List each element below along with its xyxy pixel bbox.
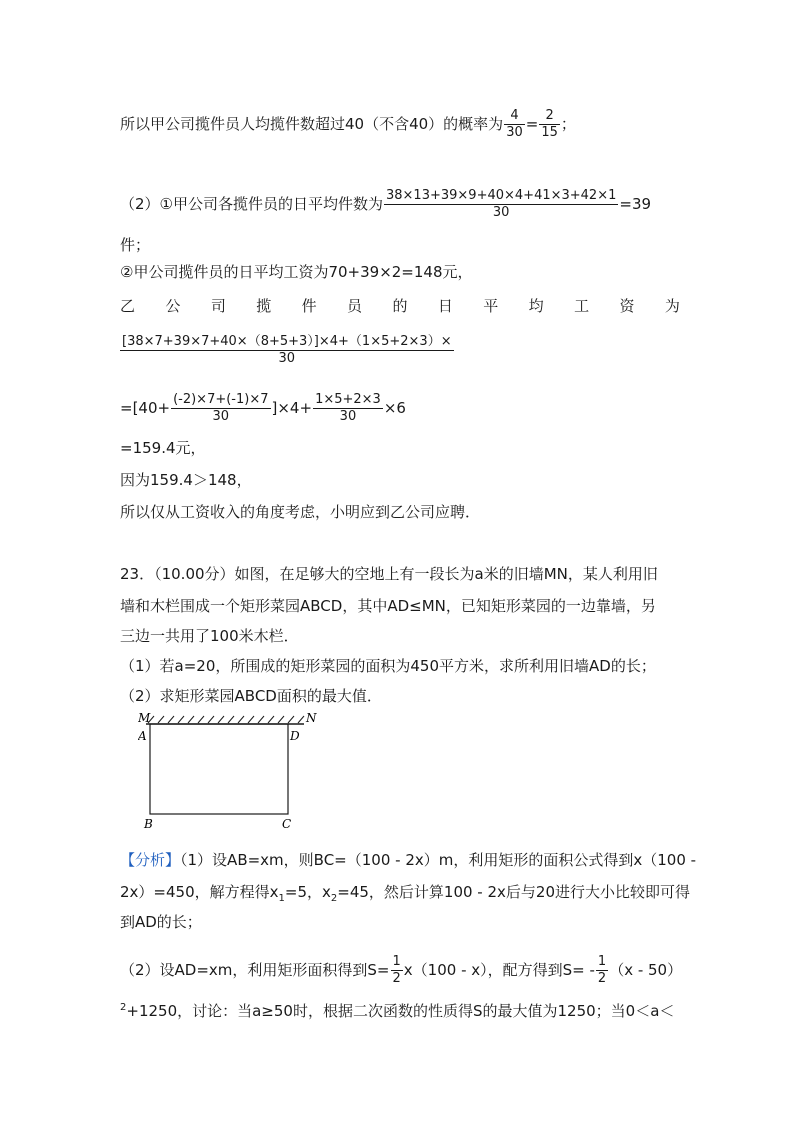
label-m: M — [138, 712, 151, 725]
label-c: C — [282, 817, 292, 831]
analysis-line-1 — [120, 850, 696, 870]
wage-b-result: =159.4元， — [120, 439, 206, 457]
equals-sign: = — [525, 115, 539, 133]
frac-den: 30 — [278, 351, 296, 366]
frac-num: 1 — [392, 954, 401, 969]
char: 日 — [437, 297, 453, 315]
calc-fraction-2 — [313, 392, 383, 425]
calc-fraction-1 — [171, 392, 270, 425]
prob-text: 所以甲公司揽件员人均揽件数超过40（不含40）的概率为 — [120, 115, 504, 133]
frac-den: 15 — [541, 125, 558, 140]
char: 资 — [619, 297, 635, 315]
wage-b-fraction-line — [120, 334, 455, 367]
half-fraction-1 — [391, 954, 403, 987]
label-n: N — [306, 712, 317, 725]
analysis-text: x（100 - x），配方得到S= - — [403, 961, 595, 979]
analysis-line-2 — [120, 882, 690, 909]
subscript: 1 — [278, 893, 285, 904]
analysis-text: =45，然后计算100 - 2x后与20进行大小比较即可得 — [337, 883, 690, 901]
calc-start: =[40+ — [120, 399, 171, 417]
avg-count-text: （2）①甲公司各揽件员的日平均件数为 — [120, 195, 383, 213]
avg-count-result: =39 — [619, 195, 652, 213]
analysis-line-4 — [120, 954, 682, 987]
q23-line-1: 23．（10.00分）如图，在足够大的空地上有一段长为a米的旧墙MN，某人利用旧 — [120, 565, 658, 583]
frac-den: 2 — [597, 971, 607, 986]
analysis-text: （1）设AB=xm，则BC=（100 - 2x）m，利用矩形的面积公式得到x（100 - — [180, 851, 697, 869]
frac-den: 2 — [392, 971, 401, 986]
frac-den: 30 — [212, 409, 230, 424]
char: 均 — [528, 297, 544, 315]
prob-fraction-1 — [504, 108, 525, 141]
avg-count-fraction — [384, 188, 618, 221]
q23-sub-1: （1）若a=20，所围成的矩形菜园的面积为450平方米，求所利用旧墙AD的长； — [120, 657, 656, 675]
frac-num: 4 — [504, 108, 525, 125]
char: 司 — [210, 297, 226, 315]
char: 揽 — [256, 297, 272, 315]
label-b: B — [144, 817, 153, 831]
frac-num: 1 — [597, 954, 607, 969]
analysis-line-3: 到AD的长； — [120, 913, 202, 931]
comparison-line: 因为159.4＞148， — [120, 471, 252, 489]
wage-a-line: ②甲公司揽件员的日平均工资为70+39×2=148元， — [120, 263, 473, 281]
frac-den: 30 — [506, 125, 523, 140]
wall-hatching — [148, 716, 304, 723]
avg-count-line — [120, 188, 651, 221]
label-a: A — [138, 729, 147, 743]
char: 乙 — [120, 297, 136, 315]
frac-num: [38×7+39×7+40×（8+5+3）]×4+（1×5+2×3）× — [122, 334, 452, 349]
q23-line-2: 墙和木栏围成一个矩形菜园ABCD，其中AD≤MN，已知矩形菜园的一边靠墙，另 — [120, 597, 656, 615]
analysis-line-5 — [120, 998, 674, 1021]
char: 员 — [347, 297, 363, 315]
analysis-text: （x - 50） — [609, 961, 683, 979]
superscript: 2 — [120, 1002, 127, 1013]
frac-num: (-2)×7+(-1)×7 — [173, 392, 269, 407]
char: 公 — [165, 297, 181, 315]
char: 件 — [301, 297, 317, 315]
semicolon: ； — [560, 115, 576, 133]
conclusion-line: 所以仅从工资收入的角度考虑，小明应到乙公司应聘． — [120, 503, 481, 521]
wage-b-fraction — [120, 334, 454, 367]
frac-num: 2 — [539, 108, 560, 125]
frac-den: 30 — [339, 409, 357, 424]
frac-num: 38×13+39×9+40×4+41×3+42×1 — [386, 188, 617, 203]
char: 为 — [664, 297, 680, 315]
calc-end: ×6 — [383, 399, 406, 417]
analysis-text: +1250，讨论：当a≥50时，根据二次函数的性质得S的最大值为1250；当0＜a＜ — [126, 1002, 675, 1020]
analysis-text: 2x）=450，解方程得x — [120, 883, 279, 901]
analysis-text: =5，x — [284, 883, 331, 901]
wage-b-intro-line — [120, 296, 680, 316]
analysis-tag: 【分析】 — [120, 851, 181, 869]
calc-mid: ]×4+ — [271, 399, 313, 417]
garden-rectangle — [150, 724, 288, 814]
half-fraction-2 — [596, 954, 608, 987]
char: 的 — [392, 297, 408, 315]
q23-line-3: 三边一共用了100米木栏． — [120, 627, 299, 645]
label-d: D — [290, 729, 300, 743]
q23-sub-2: （2）求矩形菜园ABCD面积的最大值． — [120, 687, 382, 705]
char: 平 — [483, 297, 499, 315]
prob-line — [120, 108, 576, 141]
char: 工 — [574, 297, 590, 315]
analysis-text: （2）设AD=xm，利用矩形面积得到S= — [120, 961, 390, 979]
frac-num: 1×5+2×3 — [315, 392, 381, 407]
unit-line: 件； — [120, 236, 151, 254]
frac-den: 30 — [492, 205, 510, 220]
subscript: 2 — [330, 893, 338, 904]
prob-fraction-2 — [539, 108, 560, 141]
wage-b-calc-line — [120, 392, 406, 425]
garden-figure — [138, 712, 328, 834]
